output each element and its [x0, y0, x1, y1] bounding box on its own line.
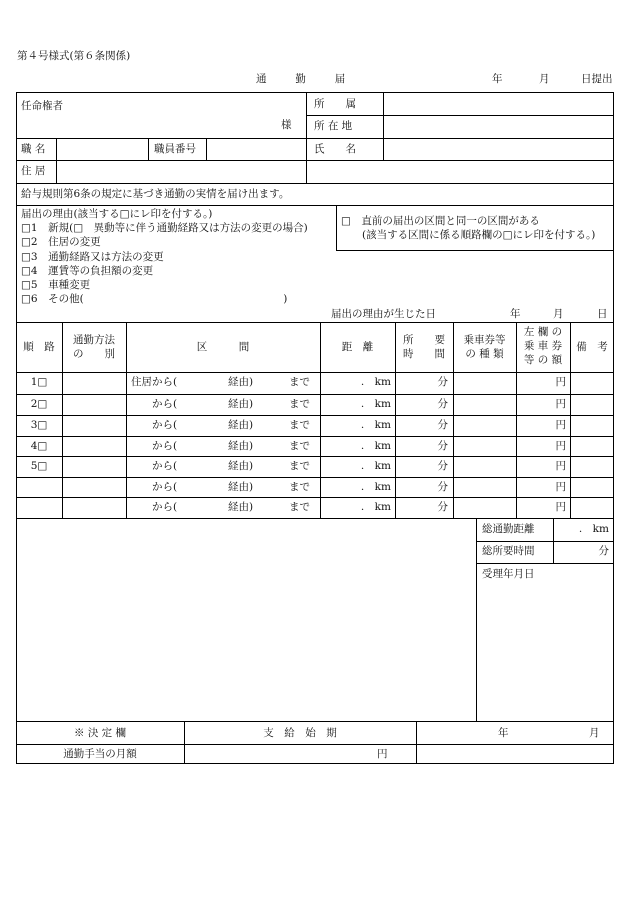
route-time[interactable]: 分 [437, 481, 448, 493]
total-time-unit[interactable]: 分 [598, 545, 609, 557]
route-amount[interactable]: 円 [555, 398, 566, 410]
col-amount-header-1: 左 欄 の [523, 326, 563, 338]
reason-item[interactable]: □5 車種変更 [21, 279, 91, 291]
residence-label: 住 居 [21, 165, 46, 177]
job-title-field[interactable] [59, 141, 145, 158]
route-from: から( [152, 419, 178, 431]
residence-field[interactable] [59, 163, 611, 181]
dept-label: 所 属 [314, 98, 356, 110]
col-distance-header: 距 離 [341, 341, 374, 353]
route-via: 経由) [228, 460, 254, 472]
route-distance[interactable]: . km [360, 460, 391, 472]
staff-no-label: 職員番号 [154, 143, 196, 155]
route-via: 経由) [228, 398, 254, 410]
route-via: 経由) [228, 481, 254, 493]
route-amount[interactable]: 円 [555, 481, 566, 493]
route-distance[interactable]: . km [360, 419, 391, 431]
col-section-header: 区 間 [196, 341, 250, 353]
route-from: から( [152, 501, 178, 513]
monthly-amount-label: 通勤手当の月額 [63, 748, 137, 760]
total-distance-label: 総通勤距離 [482, 523, 535, 535]
col-method-header-2: の 別 [73, 348, 115, 360]
col-method-header-1: 通勤方法 [73, 334, 115, 346]
route-order[interactable]: 4□ [30, 440, 48, 452]
statement-text: 給与規則第6条の規定に基づき通勤の実情を届け出ます。 [21, 188, 290, 200]
staff-no-field[interactable] [209, 141, 303, 158]
form-number: 第４号様式(第６条関係) [17, 50, 131, 62]
route-order[interactable]: 5□ [30, 460, 48, 472]
dept-field[interactable] [386, 95, 611, 113]
route-to: まで [289, 398, 310, 410]
submit-day: 日提出 [581, 73, 613, 85]
route-from: から( [152, 460, 178, 472]
occurred-day: 日 [597, 308, 608, 320]
reason-item[interactable]: □2 住居の変更 [21, 236, 101, 248]
route-distance[interactable]: . km [360, 481, 391, 493]
route-time[interactable]: 分 [437, 398, 448, 410]
col-order-header: 順 路 [23, 341, 55, 353]
route-from: から( [152, 440, 178, 452]
start-month: 月 [589, 727, 600, 739]
route-to: まで [289, 481, 310, 493]
reason-item[interactable]: □4 運賃等の負担額の変更 [21, 265, 154, 277]
reason-item[interactable]: □1 新規(□ 異動等に伴う通勤経路又は方法の変更の場合) [21, 222, 308, 234]
col-ticket-header-2: の 種 類 [465, 348, 504, 360]
col-time-header-1: 所 要 [403, 334, 445, 346]
col-time-header-2: 時 間 [403, 348, 445, 360]
route-to: まで [289, 460, 310, 472]
route-time[interactable]: 分 [437, 419, 448, 431]
route-time[interactable]: 分 [437, 460, 448, 472]
name-field[interactable] [386, 141, 611, 158]
reasons-heading: 届出の理由(該当する□にレ印を付する。) [21, 208, 213, 220]
location-field[interactable] [386, 118, 611, 136]
form-title: 通 勤 届 [256, 73, 348, 85]
col-remarks-header: 備 考 [576, 341, 608, 353]
route-amount[interactable]: 円 [555, 419, 566, 431]
route-amount[interactable]: 円 [555, 440, 566, 452]
col-amount-header-3: 等 の 額 [523, 354, 563, 366]
route-amount[interactable]: 円 [555, 501, 566, 513]
appointer-label: 任命権者 [21, 100, 63, 112]
col-ticket-header-1: 乗車券等 [463, 334, 506, 346]
route-time[interactable]: 分 [437, 376, 448, 388]
reason-item[interactable]: □3 通勤経路又は方法の変更 [21, 251, 164, 263]
monthly-amount-yen: 円 [377, 748, 388, 760]
route-to: まで [289, 440, 310, 452]
route-via: 経由) [228, 501, 254, 513]
route-distance[interactable]: . km [360, 440, 391, 452]
route-time[interactable]: 分 [437, 440, 448, 452]
total-time-label: 総所要時間 [482, 545, 535, 557]
same-route-checkbox[interactable]: □ 直前の届出の区間と同一の区間がある [341, 215, 540, 227]
route-amount[interactable]: 円 [555, 376, 566, 388]
route-from: から( [152, 398, 178, 410]
route-to: まで [289, 376, 310, 388]
route-distance[interactable]: . km [360, 501, 391, 513]
route-order[interactable]: 2□ [30, 398, 48, 410]
honorific-label: 様 [281, 119, 292, 131]
route-via: 経由) [228, 376, 254, 388]
route-from: 住居から( [131, 376, 178, 388]
same-route-note: (該当する区間に係る順路欄の□にレ印を付する。) [362, 229, 596, 241]
route-order[interactable]: 3□ [30, 419, 48, 431]
route-from: から( [152, 481, 178, 493]
start-year: 年 [498, 727, 509, 739]
submit-month: 月 [539, 73, 550, 85]
route-to: まで [289, 501, 310, 513]
route-via: 経由) [228, 440, 254, 452]
start-period-label: 支 給 始 期 [263, 727, 337, 739]
route-via: 経由) [228, 419, 254, 431]
submit-year: 年 [492, 73, 503, 85]
route-time[interactable]: 分 [437, 501, 448, 513]
occurred-date-label: 届出の理由が生じた日 [331, 308, 436, 320]
decision-label: ※ 決 定 欄 [73, 727, 126, 739]
route-to: まで [289, 419, 310, 431]
route-amount[interactable]: 円 [555, 460, 566, 472]
occurred-year: 年 [510, 308, 521, 320]
job-title-label: 職 名 [21, 143, 46, 155]
route-order[interactable]: 1□ [30, 376, 48, 388]
location-label: 所 在 地 [314, 120, 353, 132]
col-amount-header-2: 乗 車 券 [523, 340, 563, 352]
route-distance[interactable]: . km [360, 376, 391, 388]
received-date-label: 受理年月日 [482, 568, 535, 580]
reason-item[interactable]: □6 その他( ) [21, 293, 288, 305]
total-distance-unit[interactable]: . km [578, 523, 609, 535]
occurred-month: 月 [553, 308, 564, 320]
route-distance[interactable]: . km [360, 398, 391, 410]
name-label: 氏 名 [314, 143, 356, 155]
